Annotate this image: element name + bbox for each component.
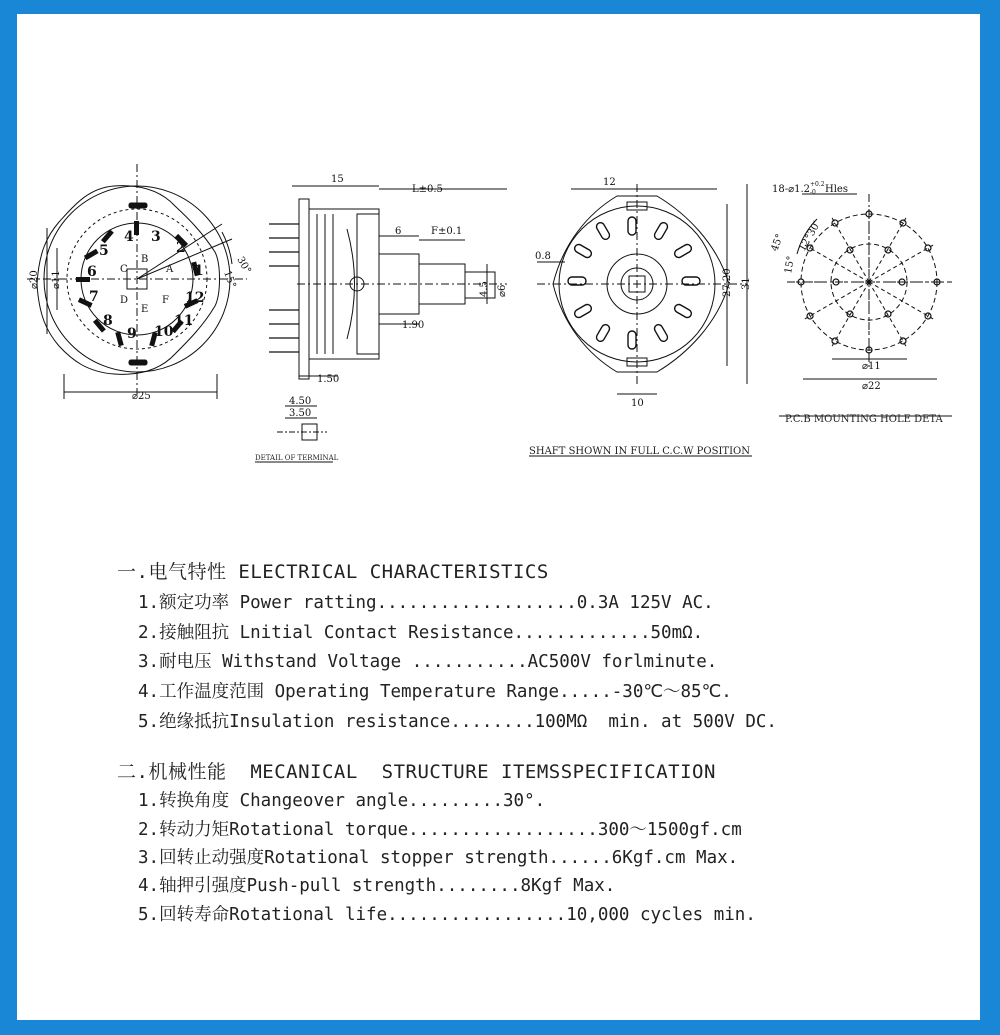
mechanical-item-4: 4.轴押引强度Push-pull strength........8Kgf Max. xyxy=(138,876,616,896)
dim-15: 15 xyxy=(331,174,344,185)
electrical-item-5: 5.绝缘抵抗Insulation resistance........100MΩ min. at 500V DC. xyxy=(138,712,777,732)
dim-3-50: 3.50 xyxy=(289,408,312,419)
spec-sheet xyxy=(17,14,980,1020)
pin-7: 7 xyxy=(89,289,99,305)
terminal-detail-labels xyxy=(255,396,339,462)
dim-phi20: ⌀20 xyxy=(29,270,40,289)
dim-phi11-pcb: ⌀11 xyxy=(862,361,881,372)
dim-phi25: ⌀25 xyxy=(132,391,151,402)
dim-10: 10 xyxy=(631,398,644,409)
pin-12: 12 xyxy=(185,290,205,306)
mechanical-title: 二.机械性能 MECANICAL STRUCTURE ITEMSSPECIFICATION xyxy=(117,761,716,783)
pin-2: 2 xyxy=(176,240,186,256)
dim-30deg: 30° xyxy=(234,255,253,276)
pin-3: 3 xyxy=(151,229,161,245)
rear-view xyxy=(529,184,752,456)
side-view-labels xyxy=(317,174,508,385)
technical-drawings xyxy=(17,14,980,534)
dim-6: 6 xyxy=(395,226,402,237)
letter-a: A xyxy=(166,264,174,275)
dim-f: F±0.1 xyxy=(431,226,463,237)
dim-12: 12 xyxy=(603,177,616,188)
dim-tol-plus: +0.2 xyxy=(810,181,825,188)
side-view xyxy=(269,186,507,379)
dim-phi22: ⌀22 xyxy=(862,381,881,392)
dim-31: 31 xyxy=(741,277,752,290)
pin-4: 4 xyxy=(124,229,134,245)
pin-8: 8 xyxy=(103,313,113,329)
letter-b: B xyxy=(141,254,149,265)
dim-holes-suffix: Hles xyxy=(825,184,848,195)
dim-1-90: 1.90 xyxy=(402,320,425,331)
pin-9: 9 xyxy=(127,326,137,342)
electrical-item-3: 3.耐电压 Withstand Voltage ...........AC500V forlminute. xyxy=(138,652,718,672)
rear-caption: SHAFT SHOWN IN FULL C.C.W POSITION xyxy=(529,446,750,457)
dim-1-50: 1.50 xyxy=(317,374,340,385)
dim-12-30deg: 12°30′ xyxy=(797,219,823,254)
pin-10: 10 xyxy=(154,324,174,340)
dim-15deg: 15° xyxy=(221,269,238,290)
dim-phi11: ⌀11 xyxy=(51,270,62,289)
dim-phi6: ⌀6 xyxy=(497,284,508,297)
front-view-labels xyxy=(29,229,253,402)
electrical-item-1: 1.额定功率 Power ratting...................0.3A 125V AC. xyxy=(138,593,714,613)
electrical-item-2: 2.接触阻抗 Lnitial Contact Resistance.............50mΩ. xyxy=(138,623,704,643)
pcb-caption: P.C.B MOUNTING HOLE DETA xyxy=(785,414,943,425)
dim-45deg: 45° xyxy=(769,232,786,254)
electrical-title: 一.电气特性 ELECTRICAL CHARACTERISTICS xyxy=(117,561,549,583)
letter-c: C xyxy=(120,264,128,275)
dim-tol-zero: -0 xyxy=(810,189,816,196)
dim-4-5: 4.5 xyxy=(479,281,490,297)
dim-0-8: 0.8 xyxy=(535,251,551,262)
letter-f: F xyxy=(162,295,169,306)
pin-11: 11 xyxy=(174,313,194,329)
pin-5: 5 xyxy=(99,243,109,259)
mechanical-item-3: 3.回转止动强度Rotational stopper strength......6Kgf.cm Max. xyxy=(138,848,739,868)
terminal-caption: DETAIL OF TERMINAL xyxy=(255,454,339,462)
rear-view-labels xyxy=(529,177,752,457)
dim-holes: 18-⌀1.2 xyxy=(772,184,811,195)
dim-4-50: 4.50 xyxy=(289,396,312,407)
electrical-item-4: 4.工作温度范围 Operating Temperature Range.....-30℃～85℃. xyxy=(138,682,732,702)
pin-1: 1 xyxy=(194,263,204,279)
dim-15deg-pcb: 15° xyxy=(783,255,798,275)
dim-l: L±0.5 xyxy=(412,184,443,195)
letter-d: D xyxy=(120,295,129,306)
pin-6: 6 xyxy=(87,264,97,280)
letter-e: E xyxy=(141,304,149,315)
mechanical-item-2: 2.转动力矩Rotational torque..................300～1500gf.cm xyxy=(138,820,742,840)
dim-27-20: 27.20 xyxy=(722,268,733,297)
mechanical-item-1: 1.转换角度 Changeover angle.........30°. xyxy=(138,791,546,811)
mechanical-item-5: 5.回转寿命Rotational life.................10,000 cycles min. xyxy=(138,905,756,925)
